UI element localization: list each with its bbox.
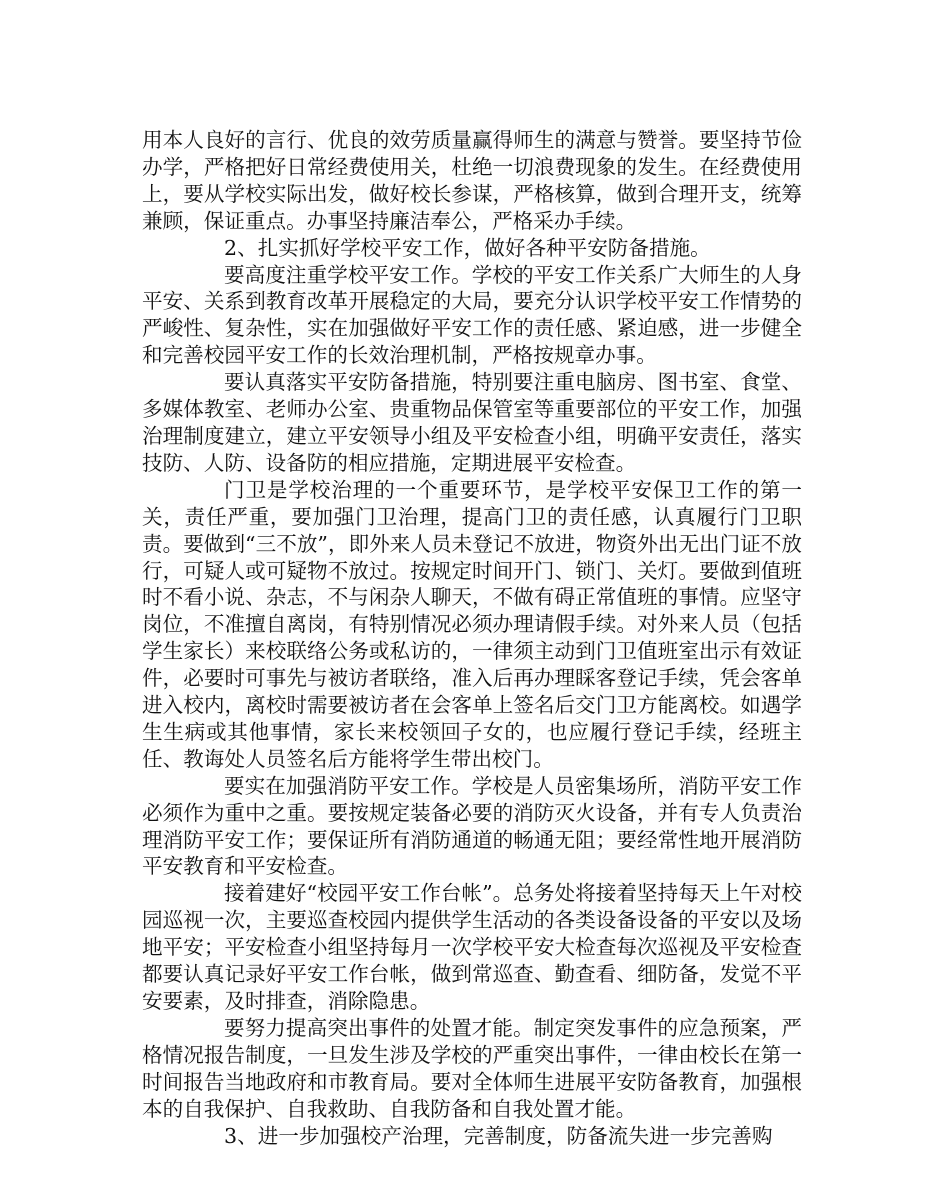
paragraph-fire-safety: 要实在加强消防平安工作。学校是人员密集场所，消防平安工作必须作为重中之重。要按规定装备必要的消防灭火设备，并有专人负责治理消防平安工作；要保证所有消防通道的畅通无阻；要经常性地开展消防平安教育和平安检查。 (142, 773, 802, 879)
paragraph-emergency-handling: 要努力提高突出事件的处置才能。制定突发事件的应急预案，严格情况报告制度，一旦发生涉及学校的严重突出事件，一律由校长在第一时间报告当地政府和市教育局。要对全体师生进展平安防备教育，加强根本的自我保护、自我救助、自我防备和自我处置才能。 (142, 1015, 802, 1121)
paragraph-safety-ledger: 接着建好“校园平安工作台帐”。总务处将接着坚持每天上午对校园巡视一次，主要巡查校园内提供学生活动的各类设备设备的平安以及场地平安；平安检查小组坚持每月一次学校平安大检查每次巡视及平安检查都要认真记录好平安工作台帐，做到常巡查、勤查看、细防备，发觉不平安要素，及时排查，消除隐患。 (142, 881, 802, 1013)
section-heading-2: 2、扎实抓好学校平安工作，做好各种平安防备措施。 (224, 235, 711, 260)
document-body (142, 127, 802, 1149)
paragraph-continuation: 用本人良好的言行、优良的效劳质量赢得师生的满意与赞誉。要坚持节俭办学，严格把好日常经费使用关，杜绝一切浪费现象的发生。在经费使用上，要从学校实际出发，做好校长参谋，严格核算，做到合理开支，统筹兼顾，保证重点。办事坚持廉洁奉公，严格采办手续。 (142, 128, 802, 233)
section-heading-3: 3、进一步加强校产治理，完善制度，防备流失进一步完善购 (224, 1123, 773, 1148)
paragraph-gatekeeper: 门卫是学校治理的一个重要环节，是学校平安保卫工作的第一关，责任严重，要加强门卫治理，提高门卫的责任感，认真履行门卫职责。要做到“三不放”，即外来人员未登记不放进，物资外出无出门证不放行，可疑人或可疑物不放过。按规定时间开门、锁门、关灯。要做到值班时不看小说、杂志，不与闲杂人聊天，不做有碍正常值班的事情。应坚守岗位，不准擅自离岗，有特别情况必须办理请假手续。对外来人员（包括学生家长）来校联络公务或私访的，一律须主动到门卫值班室出示有效证件，必要时可事先与被访者联络，准入后再办理睬客登记手续，凭会客单进入校内，离校时需要被访者在会客单上签名后交门卫方能离校。如遇学生生病或其他事情，家长来校领回子女的，也应履行登记手续，经班主任、教诲处人员签名后方能将学生带出校门。 (142, 477, 802, 771)
paragraph-safety-measures: 要认真落实平安防备措施，特别要注重电脑房、图书室、食堂、多媒体教室、老师办公室、贵重物品保管室等重要部位的平安工作，加强治理制度建立，建立平安领导小组及平安检查小组，明确平安责任，落实技防、人防、设备防的相应措施，定期进展平安检查。 (142, 370, 802, 475)
paragraph-safety-importance: 要高度注重学校平安工作。学校的平安工作关系广大师生的人身平安、关系到教育改革开展稳定的大局，要充分认识学校平安工作情势的严峻性、复杂性，实在加强做好平安工作的责任感、紧迫感，进一步健全和完善校园平安工作的长效治理机制，严格按规章办事。 (142, 262, 802, 368)
